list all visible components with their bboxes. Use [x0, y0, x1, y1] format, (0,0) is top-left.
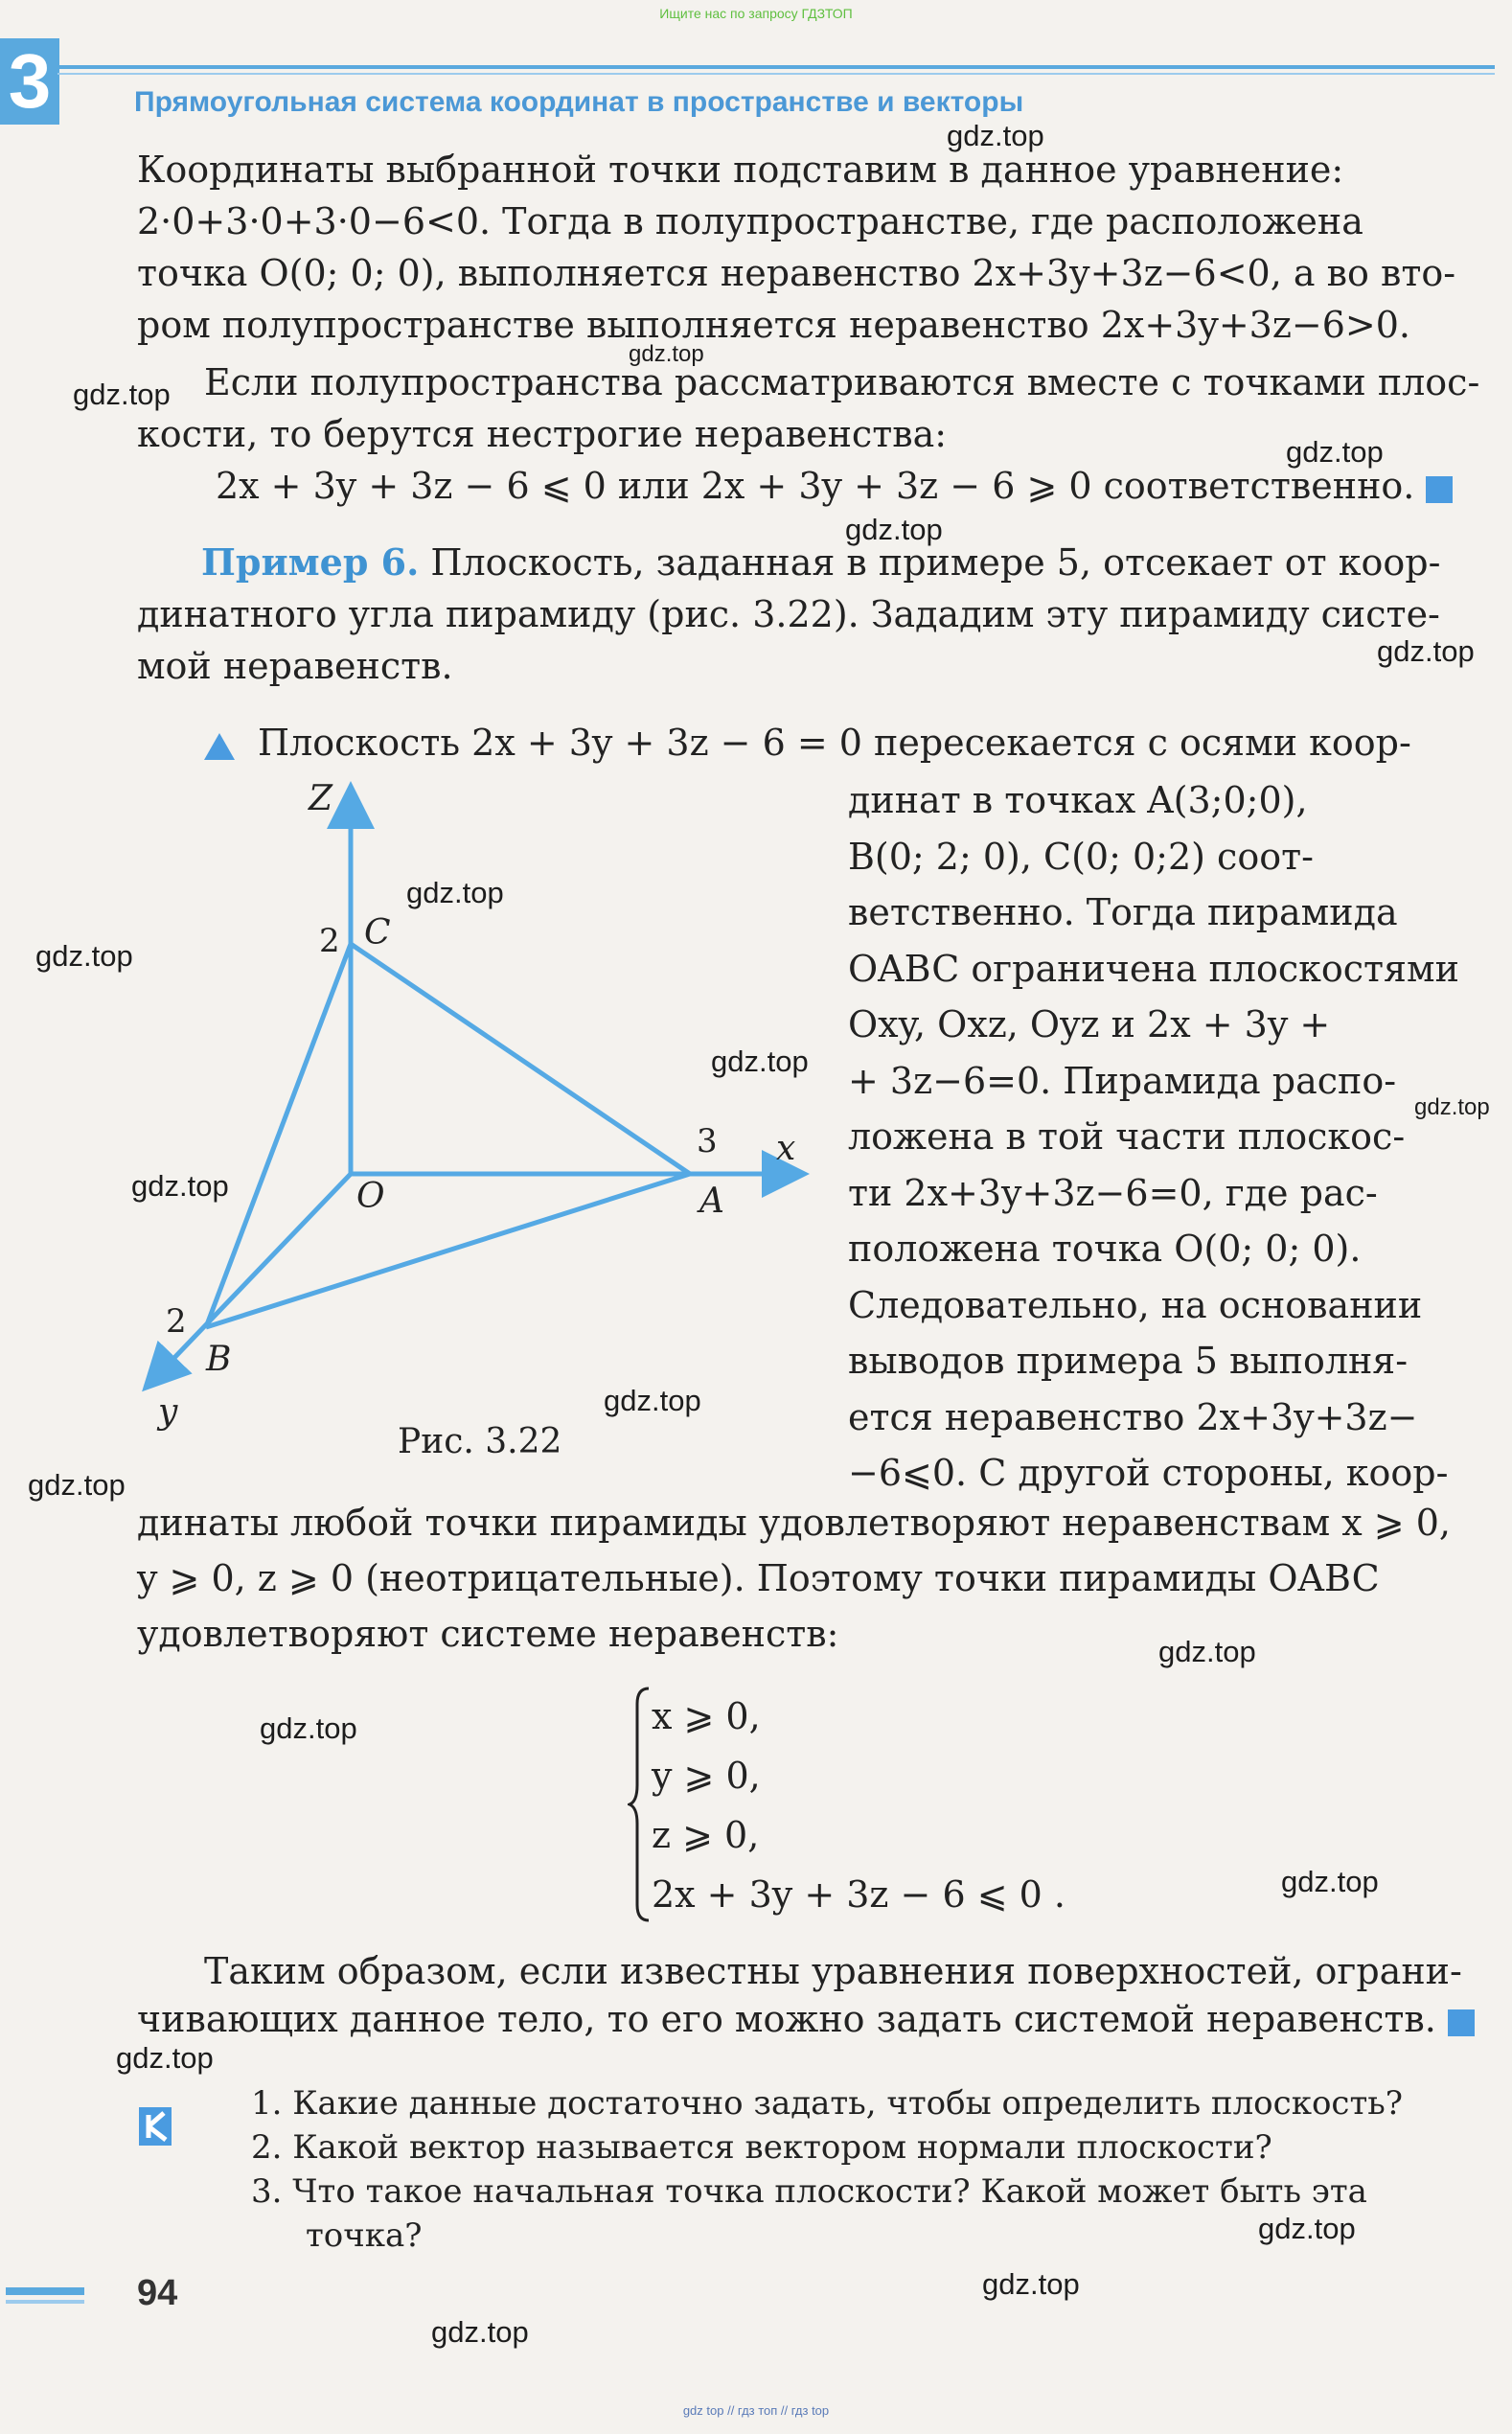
header-rule-thin: [57, 73, 1495, 75]
text-line: чивающих данное тело, то его можно задать системой неравенств.: [137, 1998, 1436, 2040]
chapter-number: 3: [0, 38, 59, 125]
example-label: Пример 6.: [201, 540, 420, 584]
watermark: gdz.top: [1286, 435, 1384, 469]
watermark: gdz.top: [73, 378, 171, 411]
text-line: динатного угла пирамиду (рис. 3.22). Зададим эту пирамиду систе-: [137, 593, 1440, 635]
watermark: gdz.top: [982, 2267, 1080, 2301]
label-y: y: [158, 1392, 178, 1432]
label-c: C: [364, 913, 391, 953]
text-line: ложена в той части плоскос-: [848, 1115, 1406, 1158]
label-o: O: [356, 1177, 385, 1216]
tick-z-2: 2: [319, 922, 340, 960]
footer-note: gdz top // гдз топ // гдз top: [682, 2403, 830, 2418]
text-line: ется неравенство 2x+3y+3z−: [848, 1395, 1418, 1438]
watermark: gdz.top: [604, 1384, 701, 1417]
label-b: B: [206, 1340, 232, 1379]
end-marker-icon: [1448, 2009, 1475, 2036]
text-line: удовлетворяют системе неравенств:: [137, 1613, 839, 1655]
watermark: gdz.top: [845, 513, 943, 546]
page-number-bar: [6, 2287, 84, 2295]
text-line: положена точка O(0; 0; 0).: [848, 1228, 1362, 1270]
text-line: Плоскость 2x + 3y + 3z − 6 = 0 пересекается с осями коор-: [258, 722, 1411, 764]
watermark: gdz.top: [629, 341, 704, 367]
watermark: gdz.top: [116, 2041, 214, 2075]
tick-y-2: 2: [166, 1302, 187, 1341]
text-line: 2x + 3y + 3z − 6 ⩽ 0 или 2x + 3y + 3z − 6 ⩾ 0 соответственно.: [216, 465, 1415, 507]
system-line: 2x + 3y + 3z − 6 ⩽ 0 .: [652, 1873, 1065, 1916]
top-note: Ищите нас по запросу ГДЗТОП: [659, 6, 853, 21]
tick-x-3: 3: [697, 1122, 718, 1160]
text-line: Следовательно, на основании: [848, 1283, 1423, 1326]
system-line: z ⩾ 0,: [652, 1814, 760, 1856]
text-line: ветственно. Тогда пирамида: [848, 891, 1398, 933]
watermark: gdz.top: [1258, 2212, 1356, 2245]
page-number-bar-thin: [6, 2300, 84, 2304]
conclusion-last: [137, 1993, 1475, 2045]
header-rule: [57, 65, 1495, 69]
text-line: B(0; 2; 0), C(0; 0;2) соот-: [848, 835, 1314, 878]
watermark: gdz.top: [1414, 1094, 1490, 1120]
edge-cb: [206, 944, 351, 1327]
paragraph-1: [137, 144, 1464, 247]
example-heading: [201, 537, 1440, 588]
watermark: gdz.top: [1158, 1635, 1256, 1668]
text-line: y ⩾ 0, z ⩾ 0 (неотрицательные). Поэтому точки пирамиды OABC: [137, 1557, 1380, 1599]
watermark: gdz.top: [260, 1711, 357, 1745]
label-z: Z: [309, 779, 333, 818]
text-line: выводов примера 5 выполня-: [848, 1340, 1409, 1382]
inequality-system: [652, 1687, 1065, 1924]
text-line: + 3z−6=0. Пирамида распо-: [848, 1059, 1397, 1102]
text-line: мой неравенств.: [137, 645, 453, 687]
edge-ca: [351, 944, 690, 1174]
label-a: A: [699, 1182, 724, 1221]
page-number: 94: [137, 2273, 178, 2313]
text-line: −6⩽0. С другой стороны, коор-: [848, 1452, 1449, 1494]
text-line: 2·0+3·0+3·0−6<0. Тогда в полупространстве, где расположена: [137, 200, 1363, 242]
question-item: 2. Какой вектор называется вектором нормали плоскости?: [251, 2128, 1272, 2167]
solution-triangle-icon: [204, 733, 235, 760]
text-line: динаты любой точки пирамиды удовлетворяют неравенствам x ⩾ 0,: [137, 1502, 1451, 1544]
text-line: точка O(0; 0; 0), выполняется неравенство 2x+3y+3z−6<0, а во вто-: [137, 252, 1456, 294]
chapter-title: Прямоугольная система координат в пространстве и векторы: [134, 86, 1024, 118]
text-line: Если полупространства рассматриваются вместе с точками плос-: [204, 361, 1480, 403]
label-x: x: [776, 1129, 796, 1168]
text-line: кости, то берутся нестрогие неравенства:: [137, 413, 948, 455]
question-item: 3. Что такое начальная точка плоскости? Какой может быть эта: [251, 2172, 1367, 2211]
question-item: 1. Какие данные достаточно задать, чтобы определить плоскость?: [251, 2084, 1404, 2123]
text-line: Координаты выбранной точки подставим в данное уравнение:: [137, 149, 1344, 191]
text-line: OABC ограничена плоскостями: [848, 947, 1459, 990]
text-line: динат в точках A(3;0;0),: [848, 779, 1308, 821]
text-line: ром полупространстве выполняется неравенство 2x+3y+3z−6>0.: [137, 304, 1410, 346]
right-column: [848, 772, 1461, 1502]
text-line: ти 2x+3y+3z−6=0, где рас-: [848, 1171, 1378, 1214]
watermark: gdz.top: [1281, 1865, 1379, 1898]
question-item: точка?: [306, 2216, 423, 2255]
solution-start: [204, 717, 1411, 769]
text-line: Oxy, Oxz, Oyz и 2x + 3y +: [848, 1003, 1331, 1045]
system-line: x ⩾ 0,: [652, 1695, 761, 1737]
questions-icon: [139, 2103, 181, 2146]
watermark: gdz.top: [947, 119, 1044, 152]
system-line: y ⩾ 0,: [652, 1755, 761, 1797]
text-line: Плоскость, заданная в примере 5, отсекает от коор-: [430, 541, 1441, 584]
watermark: gdz.top: [431, 2315, 529, 2349]
questions-list: [251, 2081, 1403, 2258]
figure-caption: Рис. 3.22: [398, 1422, 562, 1461]
end-marker-icon: [1426, 476, 1453, 503]
text-line: Таким образом, если известны уравнения поверхностей, ограни-: [204, 1950, 1462, 1992]
watermark: gdz.top: [131, 1169, 229, 1203]
inequalities-line: [216, 460, 1453, 512]
watermark: gdz.top: [711, 1045, 809, 1078]
watermark: gdz.top: [406, 876, 504, 909]
watermark: gdz.top: [1377, 634, 1475, 668]
watermark: gdz.top: [28, 1468, 126, 1502]
watermark: gdz.top: [35, 939, 133, 973]
